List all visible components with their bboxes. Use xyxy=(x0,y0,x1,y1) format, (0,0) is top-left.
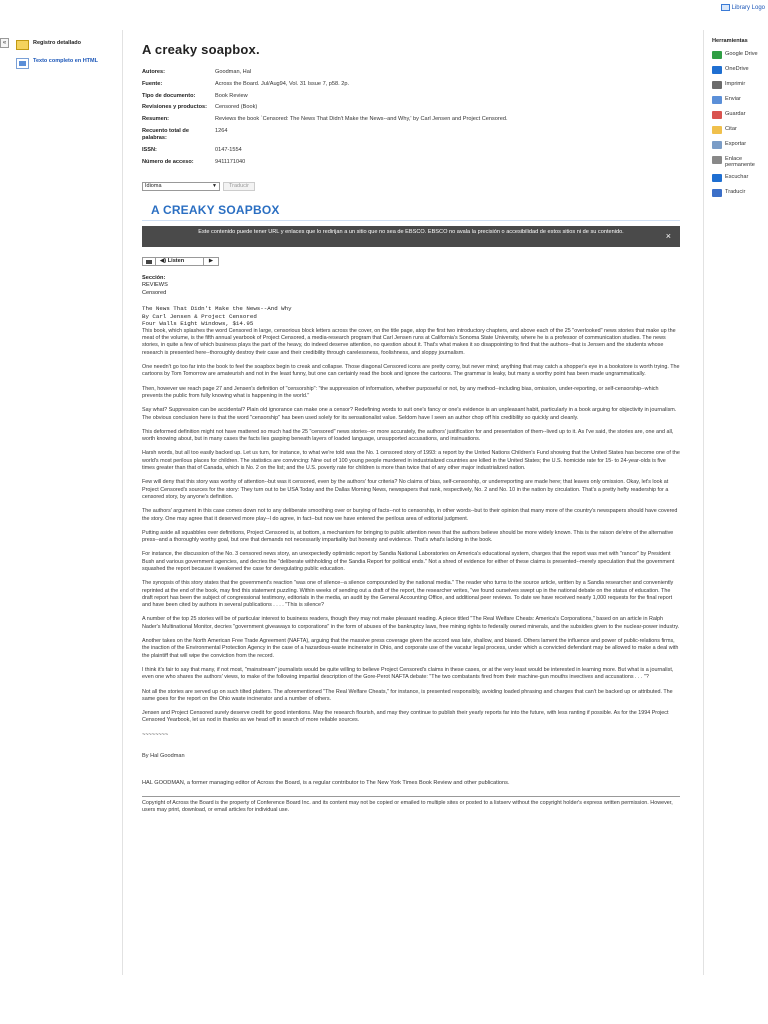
article-paragraph: A number of the top 25 stories will be of particular interest to business readers, though they may not make pleasant reading. A piece titled "The Real Welfare Cheats: America's Corporations," based on an article in Ralph Nader's Multinational Monitor, decries "government giveaways to corporations" in the form of abuses of the bankruptcy laws, free mining rights to federally owned minerals, and the subsidies given to the nuclear-power industry. xyxy=(142,616,680,630)
print-icon xyxy=(712,81,722,89)
tool-label: Enviar xyxy=(725,96,741,102)
article-paragraph: Few will deny that this story was worthy of attention--but was it censored, even by the authors' four criteria? No claims of bias, self-censorship, or underreporting are made here; that leaves only omission. Okay, let's look at Project Censored's sources for the story: They turn out to be USA Today and the Dallas Morning News, newspapers that rank, respectively, No. 2 and No. 10 in the nation by circulation. That's a pretty hefty readership for a censored story, by anyone's definition. xyxy=(142,479,669,500)
tool-permalink[interactable] xyxy=(712,156,768,168)
article-paragraph: This deformed definition might not have mattered so much had the 25 "censored" news stories--or more accurately, the authors' justification for and presentation of them--lived up to it. As I've said, the stories are, one and all, worth knowing about, but in many cases the facts lies gasping beneath layers of loaded language, unsupported accusations, and insinuations. xyxy=(142,428,674,443)
article-body xyxy=(142,328,680,725)
meta-key: Tipo de documento: xyxy=(142,92,196,99)
meta-value: 1264 xyxy=(215,127,228,134)
chevron-down-icon: ▼ xyxy=(212,182,217,189)
article-paragraph: Then, however we reach page 27 and Jensen's definition of "censorship": "the suppression of information, whether purposeful or not, by any method--including bias, omission, under-reporting, or self-censorship--which prevents the public from fully knowing what is happening in the world." xyxy=(142,385,659,399)
tool-onedrive[interactable] xyxy=(712,66,768,75)
record-main xyxy=(142,42,680,814)
player-menu-icon[interactable] xyxy=(143,258,156,265)
tool-email[interactable] xyxy=(712,96,768,105)
article-paragraph: Another takes on the North American Free Trade Agreement (NAFTA), arguing that the massive press coverage given the accord was late, shallow, and biased. Others lament the influence and power of public-relations firms, the inaction of the Environmental Protection Agency in the case of a hazardous-waste incinerator in Ohio, and corporate use of the vacatur legal process, under which a convicted defendant may be allowed to make a deal with the plaintiff that will wipe the conviction from the record. xyxy=(142,638,679,659)
tool-save[interactable] xyxy=(712,111,768,120)
meta-value: 9411171040 xyxy=(215,158,246,165)
close-icon[interactable]: × xyxy=(665,230,671,241)
meta-key: Autores: xyxy=(142,69,165,75)
record-metadata xyxy=(142,69,680,166)
section-info xyxy=(142,275,680,298)
page-title: A creaky soapbox. xyxy=(142,42,260,57)
tool-label: Imprimir xyxy=(725,81,746,87)
right-divider xyxy=(703,30,704,975)
tool-print[interactable] xyxy=(712,81,768,90)
language-select[interactable] xyxy=(142,182,220,191)
article-paragraph: Putting aside all squabbles over definitions, Project Censored is, at bottom, a mechanism for bringing to public attention news that the authors believe should be more widely known. This is the raison de'etre of the alternative press--and a thoroughly worthy goal, but one that demands not necessarily impartiality but honesty and evidence. That's what's lacking in the book. xyxy=(142,529,674,544)
section-line: REVIEWS xyxy=(142,282,168,289)
meta-key: Recuento total de palabras: xyxy=(142,127,189,141)
tool-export[interactable] xyxy=(712,141,768,150)
meta-key: Revisiones y productos: xyxy=(142,104,207,111)
meta-value: Reviews the book `Censored: The News That Didn't Make the News--and Why,' by Carl Jensen and Project Censored. xyxy=(215,116,508,123)
tools-heading: Herramientas xyxy=(712,38,748,44)
left-divider xyxy=(122,30,123,975)
language-select-value: Idioma xyxy=(145,182,162,189)
tool-translate[interactable] xyxy=(712,189,768,198)
article-paragraph: Not all the stories are served up on such tilted platters. The aforementioned "The Real Welfare Cheats," for instance, is presented responsibly, avoiding loaded phrasing and charges that can't be backed up or attributed. The same goes for the report on the Ohio waste incinerator and a number of others. xyxy=(142,688,673,702)
library-logo-icon xyxy=(721,4,730,11)
translate-row xyxy=(142,182,680,191)
external-links-notice xyxy=(142,226,680,247)
listen-label: Listen xyxy=(167,257,185,264)
section-line: Censored xyxy=(142,289,167,296)
detailed-record-icon xyxy=(16,40,29,50)
listen-player xyxy=(142,257,219,266)
copyright-notice: Copyright of Across the Board is the property of Conference Board Inc. and its content may not be copied or emailed to multiple sites or posted to a listserv without the copyright holder's express written permission. However, users may print, download, or email articles for individual use. xyxy=(142,799,673,813)
email-icon xyxy=(712,96,722,104)
meta-key: ISSN: xyxy=(142,146,157,153)
tool-label: Guardar xyxy=(725,111,746,117)
copyright-divider xyxy=(142,796,680,797)
tool-label: OneDrive xyxy=(725,66,749,72)
article-title-rule xyxy=(142,220,680,221)
tool-label: Enlace permanente xyxy=(725,156,755,168)
notice-text: Este contenido puede tener URL y enlaces que lo redirijan a un sitio que no sea de EBSCO. EBSCO no avala la precisión o accesibilidad de estos sitios ni de su contenido. xyxy=(198,228,624,235)
citation-line: By Carl Jensen & Project Censored xyxy=(142,312,257,320)
library-logo-label: Library Logo xyxy=(731,4,765,11)
onedrive-icon xyxy=(712,66,722,74)
meta-key: Fuente: xyxy=(142,80,163,87)
citation-line: The News That Didn't Make the News--And Why xyxy=(142,305,292,313)
author-bio: HAL GOODMAN, a former managing editor of Across the Board, is a regular contributor to The New York Times Book Review and other publications. xyxy=(142,779,510,786)
permalink-icon xyxy=(712,156,722,164)
translate-icon xyxy=(712,189,722,197)
section-label: Sección: xyxy=(142,274,166,281)
tool-label: Traducir xyxy=(725,189,746,195)
article-paragraph: Harsh words, but all too easily backed up. Let us turn, for instance, to what we're told was the No. 1 censored story of 1993: a report by the United Nations Children's Fund showing that the United States has become one of the world's most perilous places for children. The statistics are convincing: Nine out of 100 young people murdered in industrialized countries are killed in the United States; the U.S. homicide rate for 15- to 24-year-olds is five times greater than that of Canada, which is No. 2 on the list; and the U.S. poverty rate for children is more than twice that of any other major industrialized nation. xyxy=(142,450,680,472)
tool-label: Google Drive xyxy=(725,51,758,57)
tool-label: Exportar xyxy=(725,141,747,147)
article-paragraph: Jensen and Project Censored surely deserve credit for good intentions. May the research flourish, and may they continue to publish their yearly reports far into the future, with less ranting if possible. As for the 1994 Project Censored Yearbook, let us nod in thanks as we head off in search of more reliable sources. xyxy=(142,710,669,724)
separator-tildes: ~~~~~~~~ xyxy=(142,731,169,738)
tools-panel xyxy=(712,38,768,204)
cite-icon xyxy=(712,126,722,134)
collapse-rail-button[interactable]: « xyxy=(0,38,9,48)
meta-value: Goodman, Hal xyxy=(215,69,252,75)
tool-google-drive[interactable] xyxy=(712,51,768,60)
meta-value: Censored (Book) xyxy=(215,104,258,111)
export-icon xyxy=(712,141,722,149)
html-fulltext-icon xyxy=(16,58,29,69)
meta-value: Across the Board. Jul/Aug94, Vol. 31 Issue 7, p58. 2p. xyxy=(215,80,350,87)
meta-value: Book Review xyxy=(215,92,248,99)
rail-item-label: Texto completo en HTML xyxy=(33,58,98,64)
rail-item-html-fulltext[interactable] xyxy=(16,58,111,69)
google-drive-icon xyxy=(712,51,722,59)
article-paragraph: The authors' argument in this case comes down not to any deliberate smoothing over or burying of facts--not to censorship, in other words--but to their opinion that many more of the country's newspapers should have covered the story. One may agree that it deserved more play--I do agree, in fact--but now we have entered the perilous area of editorial judgment. xyxy=(142,508,678,522)
article-title: A CREAKY SOAPBOX xyxy=(151,202,280,217)
tool-listen[interactable] xyxy=(712,174,768,183)
article-paragraph: This book, which splashes the word Censored in large, censorious block letters across the cover, on the title page, atop the first two introductory chapters, and above each of the 25 "overlooked" news stories that make up the meat of the volume, is the fifth annual yearbook of Project Censored, a media-research program that Carl Jensen runs at California's Sonoma State University, where he is a professor of communication studies. The news stories, in quite a few of which business plays the part of the heavy, do indeed deserve attention, no question about it. That's what makes it so disappointing to find that the authors--that is Jensen and the students whose research is presented here--thoroughly destroy their case and their credibility through carelessness, foolishness, and sloppy journalism. xyxy=(142,327,676,356)
play-icon[interactable]: ▶ xyxy=(208,257,214,264)
rail-item-detailed-record[interactable] xyxy=(16,40,81,50)
meta-key: Número de acceso: xyxy=(142,158,194,165)
translate-button[interactable]: Traducir xyxy=(223,182,255,191)
byline: By Hal Goodman xyxy=(142,752,185,759)
listen-button[interactable]: ◀) Listen xyxy=(156,258,204,265)
citation-line: Four Walls Eight Windows, $14.95 xyxy=(142,320,254,328)
meta-key: Resumen: xyxy=(142,116,170,123)
tool-cite[interactable] xyxy=(712,126,768,135)
article-paragraph: Say what? Suppression can be accidental? Plain old ignorance can make one a censor? Redefining words to suit one's fancy or one's evidence is an unpleasant habit, particularly in a book arguing for objectivity in journalism. The obvious conclusion here is that the word "censorship" has been used solely for its sensationalist value. Seldom have I seen an author chop off his credibility so quickly and cleanly. xyxy=(142,407,677,421)
article-paragraph: For instance, the discussion of the No. 3 censored news story, an unexpectedly optimistic report by Sandia National Laboratories on America's educational system, charges that the report was met with "rancor" by President Bush and various government agencies, and decries the "deliberate withholding of the Sandia Report for political ends." Not a shred of evidence for either of these claims is presented--merely speculation that the government squashed the report because it weakened the case for deregulating public education. xyxy=(142,551,675,572)
rail-item-label: Registro detallado xyxy=(33,40,81,46)
book-citation xyxy=(142,305,680,328)
tool-label: Escuchar xyxy=(725,174,749,180)
article-paragraph: One needn't go too far into the book to feel the soapbox begin to creak and collapse. Those diagonal Censored icons are pretty corny, but never mind; anything that may catch a shopper's eye in a bookstore is worth trying. The cartoons by Tom Tomorrow are amateurish and not in the least funny, but one can certainly read the book and ignore the cartoons. The grammar is leaky, but many a worthy point has been made ungrammatically. xyxy=(142,364,680,378)
listen-icon xyxy=(712,174,722,182)
article-paragraph: I think it's fair to say that many, if not most, "mainstream" journalists would be quite willing to believe Project Censored's claims in these cases, or at the very least would be interested in learning more. But what is a journalist, even one who shares the authors' views, to make of the following impartial description of the Gore-Perot NAFTA debate: "The two combatants fired from their machine-gun mouths invectives and accusations . . . "? xyxy=(142,666,674,681)
meta-value: 0147-1554 xyxy=(215,146,242,153)
article-paragraph: The synopsis of this story states that the government's reaction "was one of silence--a silence compounded by the national media." The reader who turns to the source article, written by a Sandia researcher and conveniently reprinted at the end of the book, may find this statement puzzling. Within weeks of sending out a draft of the report, the researcher writes, "we found ourselves swept up in the national debate on the status of education. The draft report has been the subject of congressional testimony, editorials in the media, an audit by the General Accounting Office, and additional peer reviews. To date we have received nearly 1,000 requests for the final report and have been cited by authors in several publications . . . . "This is silence? xyxy=(142,580,674,609)
save-icon xyxy=(712,111,722,119)
tool-label: Citar xyxy=(725,126,737,132)
library-logo-link[interactable] xyxy=(721,4,765,11)
